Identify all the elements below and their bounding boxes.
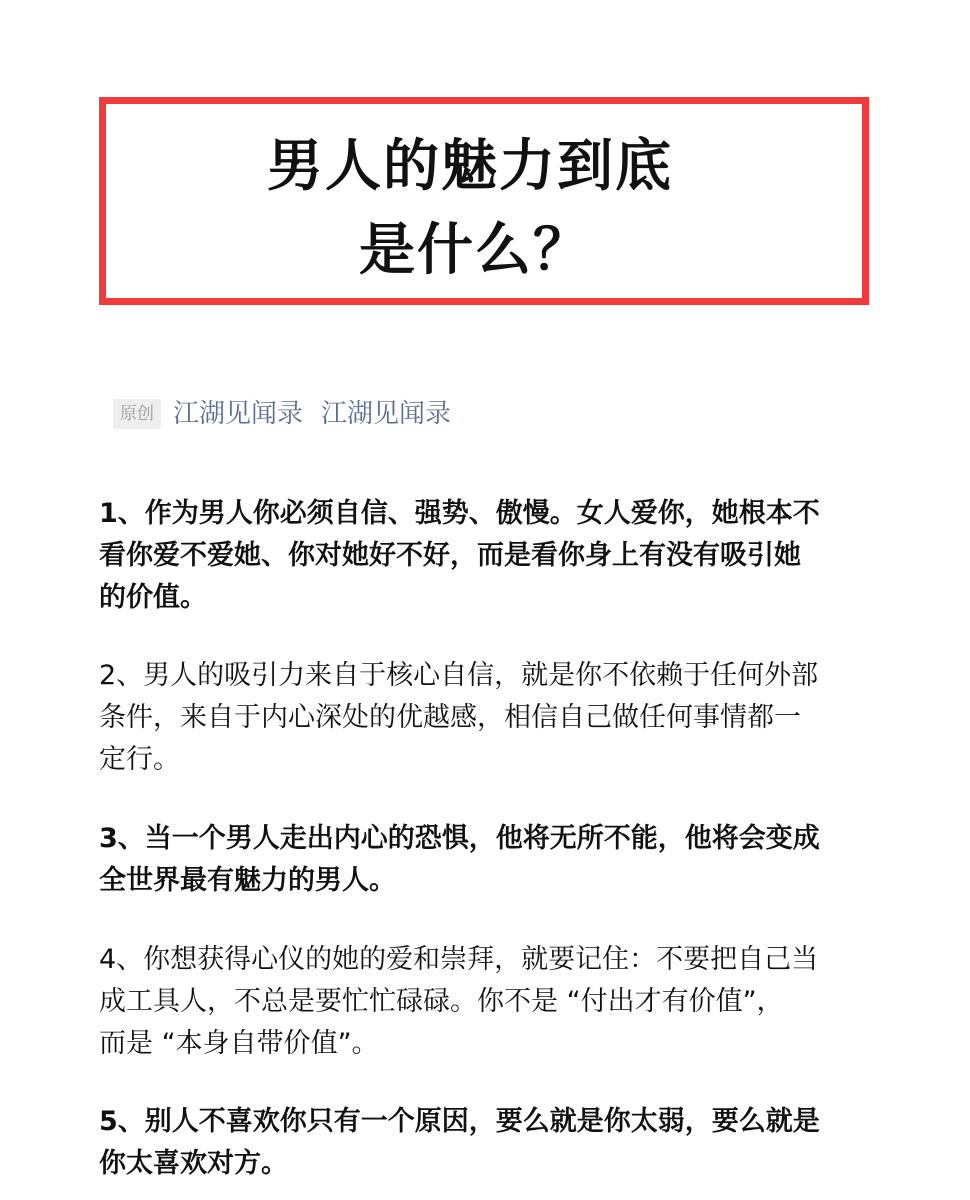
paragraph-line: 5、别人不喜欢你只有一个原因，要么就是你太弱，要么就是 [99,1106,820,1137]
paragraph-5 [99,1101,879,1185]
title-line-1: 男人的魅力到底 [267,134,673,199]
paragraph-line: 4、你想获得心仪的她的爱和崇拜，就要记住：不要把自己当 [99,944,819,975]
paragraph-4 [99,939,879,1065]
paragraph-line: 看你爱不爱她、你对她好不好，而是看你身上有没有吸引她 [99,540,801,571]
title-frame [99,97,869,305]
paragraph-line: 全世界最有魅力的男人。 [99,865,396,896]
author-link[interactable]: 江湖见闻录 [173,399,304,429]
paragraph-line: 成工具人，不总是要忙忙碌碌。你不是 “付出才有价值”， [99,986,784,1017]
original-badge: 原创 [113,399,161,429]
paragraph-3 [99,818,879,902]
paragraph-line: 3、当一个男人走出内心的恐惧，他将无所不能，他将会变成 [99,823,820,854]
paragraph-1 [99,493,879,619]
paragraph-line: 2、男人的吸引力来自于核心自信，就是你不依赖于任何外部 [99,660,819,691]
paragraph-line: 你太喜欢对方。 [99,1148,288,1179]
account-link[interactable]: 江湖见闻录 [321,399,452,429]
byline [113,396,469,432]
paragraph-line: 1、作为男人你必须自信、强势、傲慢。女人爱你，她根本不 [99,498,820,529]
paragraph-line: 的价值。 [99,582,207,613]
paragraph-line: 而是 “本身自带价值”。 [99,1028,379,1059]
title-line-2: 是什么？ [359,218,591,283]
paragraph-line: 条件，来自于内心深处的优越感，相信自己做任何事情都一 [99,702,801,733]
paragraph-line: 定行。 [99,744,180,775]
paragraph-2 [99,655,879,781]
